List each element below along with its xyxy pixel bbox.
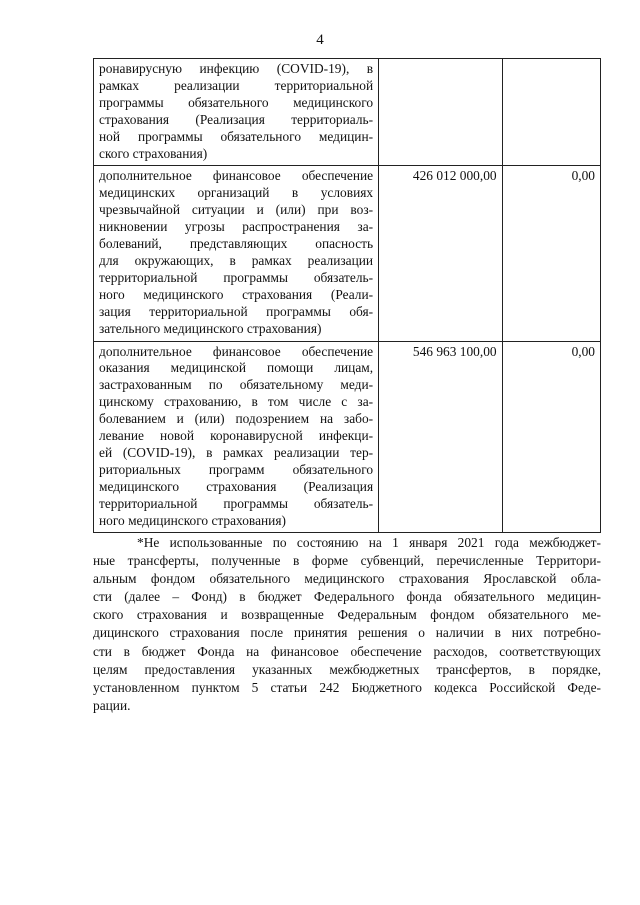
footnote-line: сти в бюджет Фонда на финансовое обеспечение расходов, соответствующих <box>93 643 601 659</box>
footnote-line: сти (далее – Фонд) в бюджет Федерального фонда обязательного медицин- <box>93 589 601 605</box>
table-row <box>94 341 601 533</box>
description-line: дополнительное финансовое обеспечение <box>99 343 374 359</box>
description-line: левание новой коронавирусной инфекци- <box>99 428 374 444</box>
description-line: дополнительное финансовое обеспечение <box>99 168 374 184</box>
footnote-line: установленном пунктом 5 статьи 242 Бюджетного кодекса Российской Феде- <box>93 679 601 695</box>
footnote <box>93 534 601 715</box>
footnote-line: *Не использованные по состоянию на 1 января 2021 года межбюджет- <box>137 535 601 550</box>
footnote-line: ные трансферты, полученные в форме субвенций, перечисленные Территори- <box>93 553 601 569</box>
description-line: территориальной программы обязатель- <box>99 269 374 285</box>
footnote-line: целям предоставления указанных межбюджетных трансфертов, в порядке, <box>93 661 601 677</box>
description-line: территориальной программы обязатель- <box>99 495 374 511</box>
footnote-line: рации. <box>93 697 131 713</box>
row-value: 0,00 <box>502 166 600 341</box>
table-row <box>94 166 601 341</box>
row-description <box>94 341 379 533</box>
description-line: ного медицинского страхования (Реали- <box>99 286 374 302</box>
description-line: рамках реализации территориальной <box>99 77 374 93</box>
table-row <box>94 59 601 166</box>
description-line: оказания медицинской помощи лицам, <box>99 360 374 376</box>
row-value: 0,00 <box>502 341 600 533</box>
description-line: ного медицинского страхования) <box>99 512 286 528</box>
description-line: цинскому страхованию, в том числе с за- <box>99 394 374 410</box>
table-body <box>94 59 601 533</box>
description-line: застрахованным по обязательному меди- <box>99 377 374 393</box>
row-amount: 426 012 000,00 <box>379 166 502 341</box>
description-line: чрезвычайной ситуации и (или) при воз- <box>99 202 374 218</box>
row-description <box>94 59 379 166</box>
description-line: никновении угрозы распространения за- <box>99 219 374 235</box>
description-line: страхования (Реализация территориаль- <box>99 111 374 127</box>
description-line: для окружающих, в рамках реализации <box>99 252 374 268</box>
description-line: зательного медицинского страхования) <box>99 320 322 336</box>
page-number: 4 <box>316 32 324 48</box>
footnote-line: ского страхования и возвращенные Федеральным фондом обязательного ме- <box>93 607 601 623</box>
description-line: ей (COVID-19), в рамках реализации тер- <box>99 444 374 460</box>
budget-table <box>93 58 601 533</box>
description-line: риториальных программ обязательного <box>99 461 374 477</box>
description-line: медицинских организаций в условиях <box>99 185 374 201</box>
row-amount: 546 963 100,00 <box>379 341 502 533</box>
description-line: болеванием и (или) подозрением на забо- <box>99 411 374 427</box>
footnote-line: дицинского страхования после принятия решения о наличии в них потребно- <box>93 625 601 641</box>
row-value <box>502 59 600 166</box>
description-line: болеваний, представляющих опасность <box>99 236 374 252</box>
footnote-line: альным фондом обязательного медицинского страхования Ярославской обла- <box>93 571 601 587</box>
description-line: ского страхования) <box>99 145 208 161</box>
description-line: медицинского страхования (Реализация <box>99 478 374 494</box>
description-line: программы обязательного медицинского <box>99 94 374 110</box>
description-line: ной программы обязательного медицин- <box>99 128 374 144</box>
row-description <box>94 166 379 341</box>
description-line: зация территориальной программы обя- <box>99 303 374 319</box>
description-line: ронавирусную инфекцию (COVID-19), в <box>99 61 374 76</box>
row-amount <box>379 59 502 166</box>
